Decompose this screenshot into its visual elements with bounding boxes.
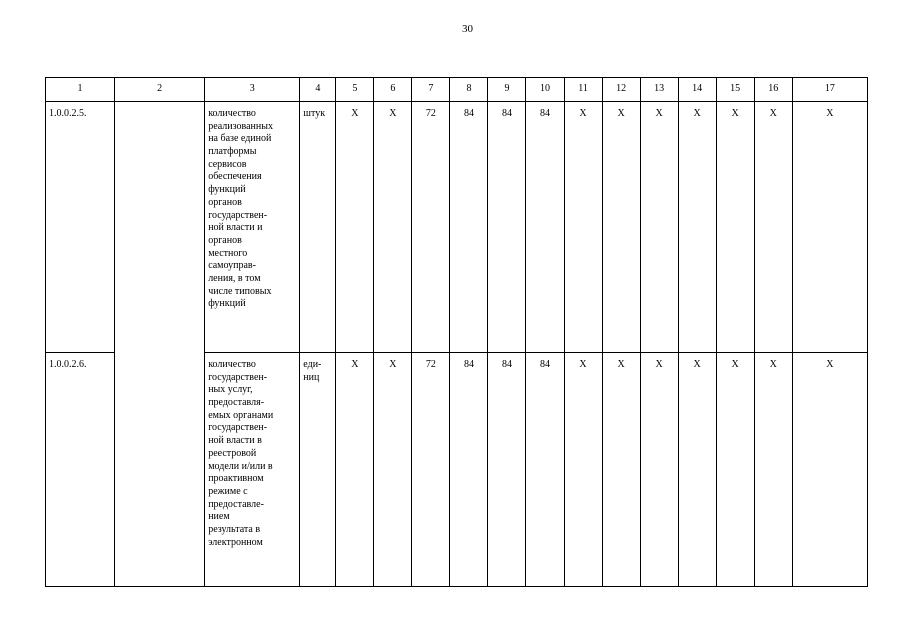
- column-2-cell: [115, 102, 205, 587]
- row-description: [205, 353, 300, 587]
- description-line: государствен-: [208, 209, 268, 221]
- column-header: 13: [640, 78, 678, 102]
- value-cell: 72: [412, 353, 450, 587]
- column-header: 7: [412, 78, 450, 102]
- column-header: 4: [300, 78, 336, 102]
- description-line: обеспечения: [208, 171, 262, 183]
- header-row: [46, 78, 868, 102]
- description-line: органов: [208, 196, 242, 208]
- column-header: 8: [450, 78, 488, 102]
- description-line: функций: [208, 298, 246, 310]
- column-header: 1: [46, 78, 115, 102]
- value-cell: X: [716, 353, 754, 587]
- description-line: режиме с: [208, 485, 248, 497]
- description-line: модели и/или в: [208, 460, 273, 472]
- description-line: нием: [208, 511, 230, 523]
- description-line: ных услуг,: [208, 384, 253, 396]
- description-line: органов: [208, 234, 242, 246]
- value-cell: X: [564, 102, 602, 353]
- row-unit: [300, 102, 336, 353]
- column-header: 9: [488, 78, 526, 102]
- description-line: количество: [208, 108, 256, 119]
- column-header: 2: [115, 78, 205, 102]
- description-line: проактивном: [208, 473, 264, 485]
- unit-line: штук: [303, 108, 326, 119]
- column-header: 17: [792, 78, 867, 102]
- value-cell: X: [754, 102, 792, 353]
- value-cell: 84: [488, 102, 526, 353]
- description-line: ной власти в: [208, 435, 262, 447]
- value-cell: X: [792, 353, 867, 587]
- column-header: 11: [564, 78, 602, 102]
- description-line: государствен-: [208, 371, 268, 383]
- value-cell: 84: [450, 102, 488, 353]
- value-cell: 84: [488, 353, 526, 587]
- description-line: государствен-: [208, 422, 268, 434]
- value-cell: 84: [526, 102, 564, 353]
- value-cell: 84: [526, 353, 564, 587]
- row-code: 1.0.0.2.5.: [46, 102, 115, 353]
- description-line: числе типовых: [208, 285, 272, 297]
- column-header: 12: [602, 78, 640, 102]
- value-cell: X: [678, 353, 716, 587]
- value-cell: X: [564, 353, 602, 587]
- column-header: 15: [716, 78, 754, 102]
- value-cell: X: [336, 102, 374, 353]
- value-cell: 84: [450, 353, 488, 587]
- table-row: [46, 102, 868, 353]
- description-line: емых органами: [208, 409, 274, 421]
- description-line: предоставле-: [208, 498, 264, 510]
- value-cell: X: [792, 102, 867, 353]
- description-line: результата в: [208, 523, 261, 535]
- value-cell: X: [374, 102, 412, 353]
- description-line: реестровой: [208, 447, 257, 459]
- description-line: платформы: [208, 146, 257, 158]
- description-line: реализованных: [208, 120, 273, 132]
- column-header: 10: [526, 78, 564, 102]
- value-cell: X: [754, 353, 792, 587]
- description-line: самоуправ-: [208, 260, 256, 272]
- page-number: 30: [462, 23, 473, 35]
- value-cell: X: [336, 353, 374, 587]
- description-line: ления, в том: [208, 272, 261, 284]
- description-line: ной власти и: [208, 222, 263, 234]
- row-description: [205, 102, 300, 353]
- value-cell: X: [640, 353, 678, 587]
- value-cell: X: [716, 102, 754, 353]
- value-cell: X: [602, 353, 640, 587]
- column-header: 14: [678, 78, 716, 102]
- row-unit: [300, 353, 336, 587]
- description-line: предоставля-: [208, 397, 265, 409]
- column-header: 16: [754, 78, 792, 102]
- column-header: 6: [374, 78, 412, 102]
- description-line: количество: [208, 359, 256, 370]
- column-header: 3: [205, 78, 300, 102]
- description-line: на базе единой: [208, 133, 272, 145]
- description-line: электронном: [208, 536, 263, 548]
- description-line: сервисов: [208, 158, 247, 170]
- indicator-table: [45, 77, 868, 587]
- description-line: функций: [208, 184, 246, 196]
- unit-line: ниц: [303, 371, 320, 383]
- value-cell: X: [374, 353, 412, 587]
- column-header: 5: [336, 78, 374, 102]
- value-cell: X: [602, 102, 640, 353]
- unit-line: еди-: [303, 359, 322, 370]
- value-cell: 72: [412, 102, 450, 353]
- value-cell: X: [640, 102, 678, 353]
- description-line: местного: [208, 247, 248, 259]
- value-cell: X: [678, 102, 716, 353]
- row-code: 1.0.0.2.6.: [46, 353, 115, 587]
